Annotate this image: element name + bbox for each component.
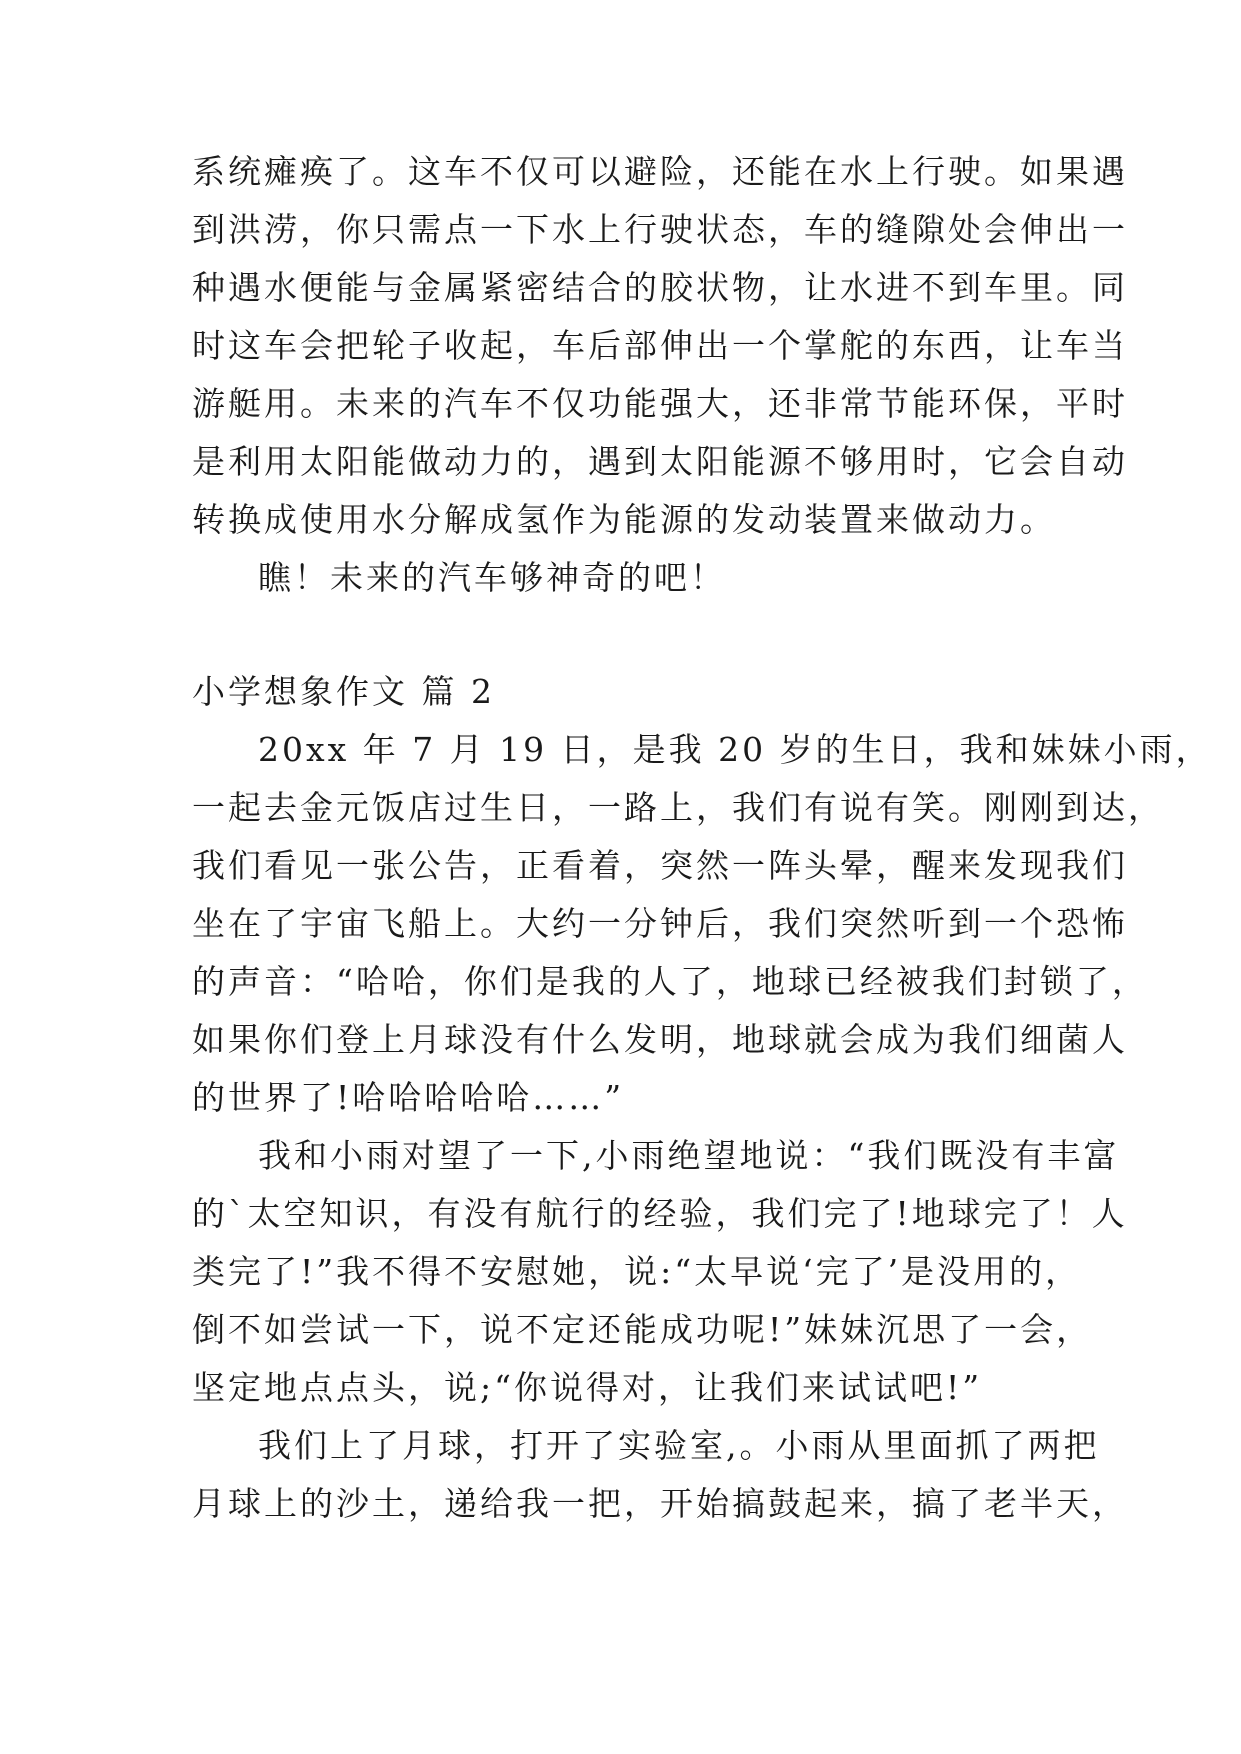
text-line: 的`太空知识，有没有航行的经验，我们完了!地球完了！人 <box>192 1194 1128 1233</box>
text-line: 游艇用。未来的汽车不仅功能强大，还非常节能环保，平时 <box>192 384 1128 423</box>
text-line: 时这车会把轮子收起，车后部伸出一个掌舵的东西，让车当 <box>192 326 1128 365</box>
text-line: 坚定地点点头，说;“你说得对，让我们来试试吧!” <box>192 1368 983 1407</box>
text-line: 转换成使用水分解成氢作为能源的发动装置来做动力。 <box>192 500 1056 539</box>
section-heading: 小学想象作文 篇 2 <box>192 672 495 711</box>
text-line: 坐在了宇宙飞船上。大约一分钟后，我们突然听到一个恐怖 <box>192 904 1128 943</box>
text-line: 种遇水便能与金属紧密结合的胶状物，让水进不到车里。同 <box>192 268 1128 307</box>
paragraph-first-line: 我们上了月球，打开了实验室,。小雨从里面抓了两把 <box>258 1426 1100 1465</box>
text-line: 月球上的沙土，递给我一把，开始搞鼓起来，搞了老半天， <box>192 1484 1128 1523</box>
text-line: 倒不如尝试一下，说不定还能成功呢!”妹妹沉思了一会， <box>192 1310 1093 1349</box>
text-line: 的世界了!哈哈哈哈哈……” <box>192 1078 625 1117</box>
text-line: 一起去金元饭店过生日，一路上，我们有说有笑。刚刚到达， <box>192 788 1164 827</box>
text-line: 如果你们登上月球没有什么发明，地球就会成为我们细菌人 <box>192 1020 1128 1059</box>
text-line: 是利用太阳能做动力的，遇到太阳能源不够用时，它会自动 <box>192 442 1128 481</box>
text-line: 到洪涝，你只需点一下水上行驶状态，车的缝隙处会伸出一 <box>192 210 1128 249</box>
text-line: 的声音：“哈哈，你们是我的人了，地球已经被我们封锁了， <box>192 962 1148 1001</box>
text-line: 我们看见一张公告，正看着，突然一阵头晕，醒来发现我们 <box>192 846 1128 885</box>
paragraph-first-line: 我和小雨对望了一下,小雨绝望地说：“我们既没有丰富 <box>258 1136 1120 1175</box>
text-line: 类完了!”我不得不安慰她，说:“太早说‘完了’是没用的， <box>192 1252 1082 1291</box>
paragraph-first-line: 20xx 年 7 月 19 日，是我 20 岁的生日，我和妹妹小雨， <box>258 730 1212 769</box>
paragraph-first-line: 瞧！未来的汽车够神奇的吧！ <box>258 558 726 597</box>
text-line: 系统瘫痪了。这车不仅可以避险，还能在水上行驶。如果遇 <box>192 152 1128 191</box>
